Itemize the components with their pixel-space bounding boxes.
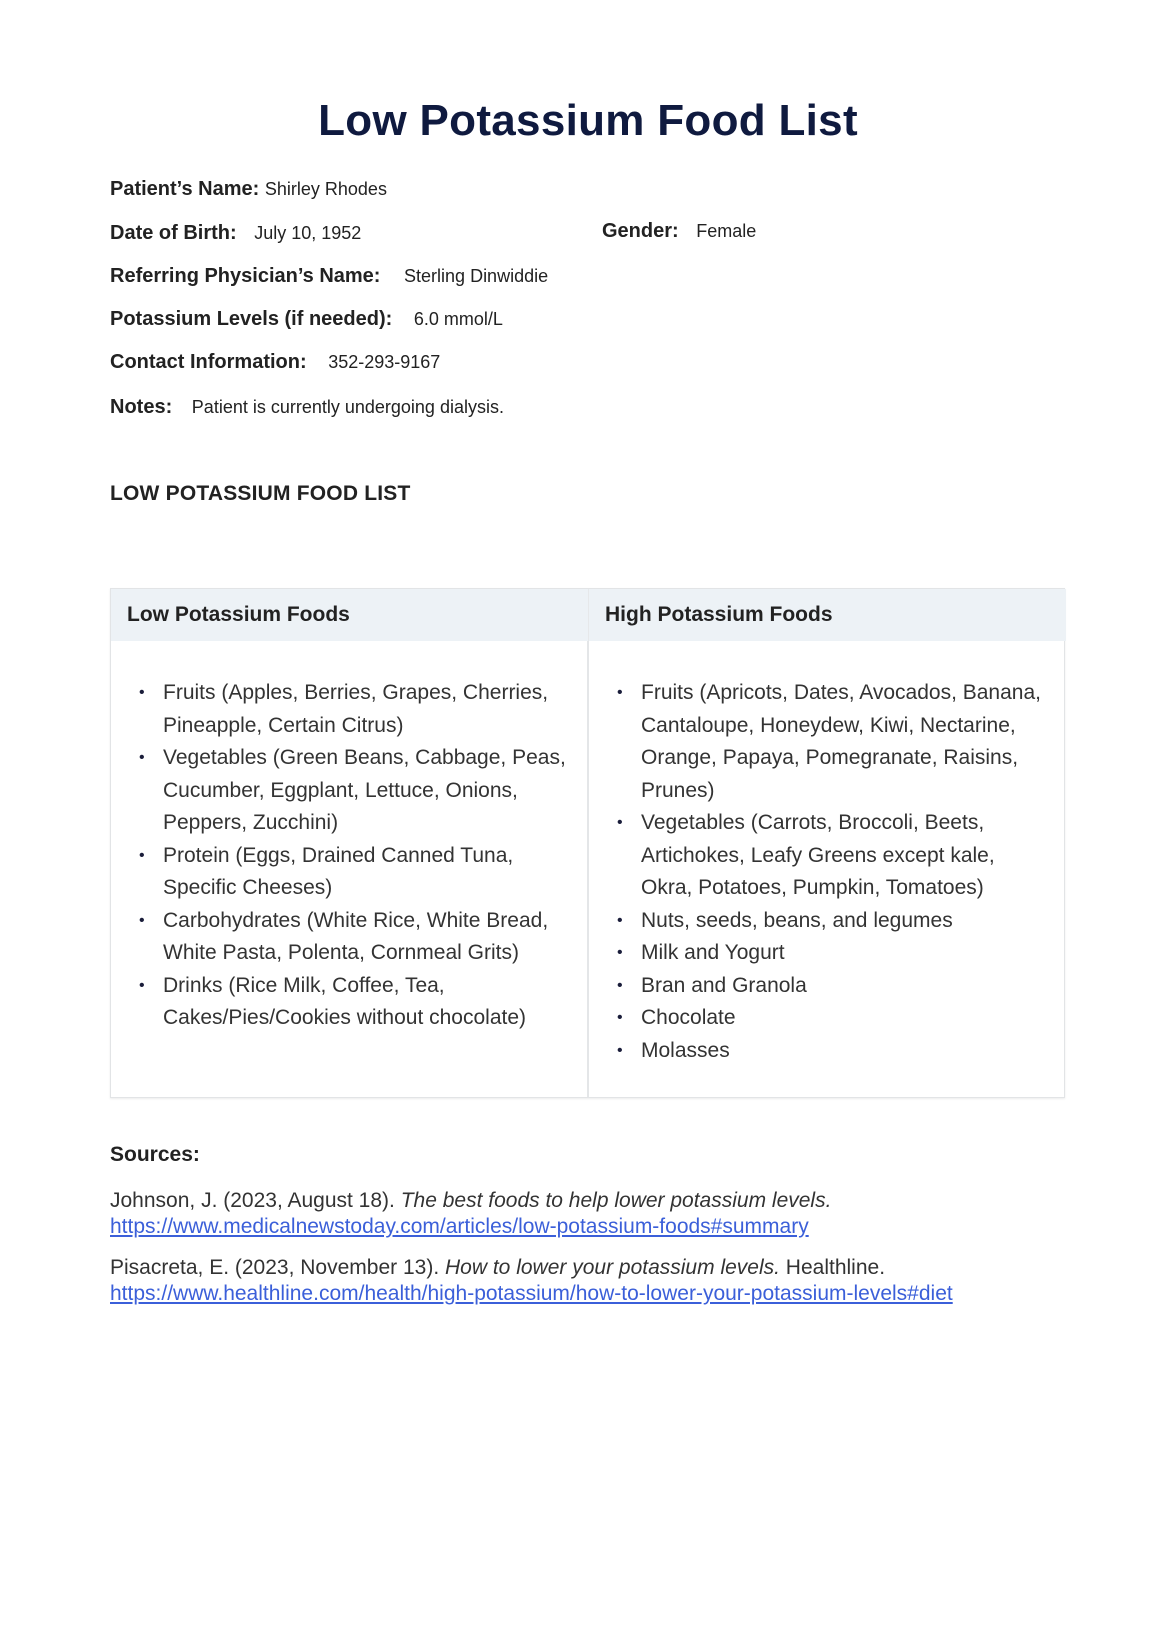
bullet-icon: •: [617, 911, 623, 929]
gender-value: Female: [696, 221, 757, 241]
list-item: • Vegetables (Carrots, Broccoli, Beets, Artichokes, Leafy Greens except kale, Okra, Potatoes, Pumpkin, Tomatoes): [605, 807, 1050, 905]
citation-title: How to lower your potassium levels.: [445, 1256, 780, 1279]
source-citation-2: [110, 1255, 953, 1307]
list-item: • Drinks (Rice Milk, Coffee, Tea, Cakes/Pies/Cookies without chocolate): [127, 970, 571, 1035]
page-title: Low Potassium Food List: [318, 96, 858, 145]
contact-label: Contact Information:: [110, 351, 307, 373]
bullet-icon: •: [617, 976, 623, 994]
list-item: • Fruits (Apricots, Dates, Avocados, Banana, Cantaloupe, Honeydew, Kiwi, Nectarine, Orange, Papaya, Pomegranate, Raisins, Prunes): [605, 677, 1050, 807]
table-header-low: Low Potassium Foods: [111, 589, 589, 641]
bullet-icon: •: [617, 944, 623, 961]
notes-value: Patient is currently undergoing dialysis.: [191, 397, 504, 417]
citation-title: The best foods to help lower potassium levels.: [400, 1189, 832, 1212]
source-link-2[interactable]: https://www.healthline.com/health/high-potassium/how-to-lower-your-potassium-levels#diet: [110, 1282, 953, 1305]
physician-value: Sterling Dinwiddie: [404, 266, 549, 286]
sources-heading: Sources:: [110, 1143, 200, 1166]
food-comparison-table: [110, 588, 1065, 1098]
list-item: • Milk and Yogurt: [605, 937, 1050, 970]
bullet-icon: •: [617, 1041, 623, 1059]
physician-label: Referring Physician’s Name:: [110, 265, 381, 287]
list-item: • Bran and Granola: [605, 970, 1050, 1003]
list-item: • Molasses: [605, 1035, 1050, 1068]
low-foods-list: [127, 677, 571, 1035]
list-item: • Chocolate: [605, 1002, 1050, 1035]
citation-author: Johnson, J. (2023, August 18).: [110, 1189, 401, 1212]
notes-field: [110, 396, 504, 419]
dob-label: Date of Birth:: [110, 222, 237, 244]
contact-value: 352-293-9167: [328, 352, 441, 372]
patient-name-field: [110, 178, 387, 201]
citation-author: Pisacreta, E. (2023, November 13).: [110, 1256, 445, 1279]
list-item: • Protein (Eggs, Drained Canned Tuna, Specific Cheeses): [127, 840, 571, 905]
bullet-icon: •: [617, 814, 623, 831]
potassium-level-label: Potassium Levels (if needed):: [110, 308, 393, 330]
potassium-level-field: [110, 308, 503, 331]
table-header-high: High Potassium Foods: [589, 589, 1066, 641]
bullet-icon: •: [617, 1009, 623, 1026]
list-item: • Nuts, seeds, beans, and legumes: [605, 905, 1050, 938]
bullet-icon: •: [139, 846, 145, 864]
bullet-icon: •: [139, 749, 145, 766]
dob-value: July 10, 1952: [254, 223, 362, 243]
source-link-1[interactable]: https://www.medicalnewstoday.com/articles/low-potassium-foods#summary: [110, 1215, 809, 1238]
high-foods-list: [605, 677, 1050, 1067]
bullet-icon: •: [139, 684, 145, 701]
gender-label: Gender:: [602, 220, 679, 242]
contact-field: [110, 351, 440, 374]
potassium-level-value: 6.0 mmol/L: [413, 309, 503, 329]
source-citation-1: [110, 1188, 831, 1240]
list-item: • Fruits (Apples, Berries, Grapes, Cherries, Pineapple, Certain Citrus): [127, 677, 571, 742]
food-list-heading: LOW POTASSIUM FOOD LIST: [110, 482, 411, 505]
bullet-icon: •: [139, 976, 145, 994]
bullet-icon: •: [617, 684, 623, 701]
list-item: • Vegetables (Green Beans, Cabbage, Peas, Cucumber, Eggplant, Lettuce, Onions, Peppers, Zucchini): [127, 742, 571, 840]
low-foods-cell: [111, 641, 589, 1097]
patient-name-value: Shirley Rhodes: [264, 179, 387, 199]
physician-field: [110, 265, 548, 288]
patient-name-label: Patient’s Name:: [110, 178, 260, 200]
notes-label: Notes:: [110, 396, 173, 418]
gender-field: [602, 220, 756, 243]
high-foods-cell: [589, 641, 1066, 1097]
citation-publisher: Healthline.: [779, 1256, 886, 1279]
bullet-icon: •: [139, 911, 145, 929]
dob-field: [110, 222, 361, 245]
list-item: • Carbohydrates (White Rice, White Bread, White Pasta, Polenta, Cornmeal Grits): [127, 905, 571, 970]
